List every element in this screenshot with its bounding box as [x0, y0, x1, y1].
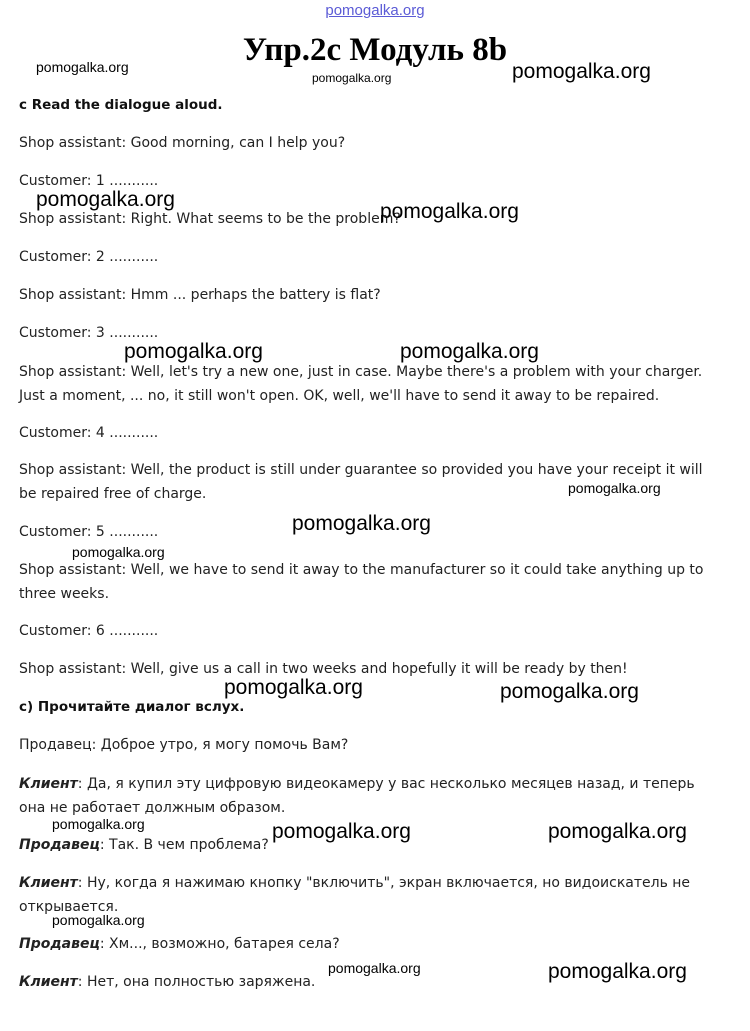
dialogue-line: Shop assistant: Well, give us a call in two weeks and hopefully it will be ready by then!	[19, 661, 628, 677]
watermark: pomogalka.org	[548, 960, 687, 983]
watermark: pomogalka.org	[272, 820, 411, 843]
watermark: pomogalka.org	[548, 820, 687, 843]
watermark: pomogalka.org	[52, 912, 145, 928]
dialogue-line: Customer: 2 ...........	[19, 249, 159, 265]
dialogue-line: Shop assistant: Well, the product is still under guarantee so provided you have your receipt it will be repaired free of charge.	[19, 462, 703, 502]
dialogue-line: Customer: 3 ...........	[19, 325, 159, 341]
watermark: pomogalka.org	[124, 340, 263, 363]
watermark: pomogalka.org	[328, 960, 421, 976]
dialogue-line: Продавец: Доброе утро, я могу помочь Вам?	[19, 737, 349, 753]
dialogue-line: Продавец: Хм..., возможно, батарея села?	[19, 936, 340, 952]
dialogue-line: Клиент: Да, я купил эту цифровую видеокамеру у вас несколько месяцев назад, и теперь она не работает должным образом.	[19, 776, 695, 816]
dialogue-line: Customer: 4 ...........	[19, 425, 159, 441]
dialogue-line: Клиент: Ну, когда я нажимаю кнопку "включить", экран включается, но видоискатель не открывается.	[19, 875, 691, 915]
dialogue-line: Customer: 5 ...........	[19, 524, 159, 540]
page-title: Упр.2с Модуль 8b	[242, 32, 508, 68]
watermark: pomogalka.org	[500, 680, 639, 703]
russian-heading: c) Прочитайте диалог вслух.	[19, 699, 245, 715]
watermark: pomogalka.org	[380, 200, 519, 223]
dialogue-line: Shop assistant: Hmm ... perhaps the battery is flat?	[19, 287, 381, 303]
dialogue-line: Shop assistant: Well, we have to send it away to the manufacturer so it could take anything up to three weeks.	[19, 562, 704, 602]
dialogue-line: Shop assistant: Good morning, can I help you?	[19, 135, 346, 151]
watermark: pomogalka.org	[400, 340, 539, 363]
dialogue-line: Клиент: Нет, она полностью заряжена.	[19, 974, 316, 990]
header-link[interactable]: pomogalka.org	[325, 2, 425, 19]
watermark: pomogalka.org	[568, 480, 661, 496]
english-heading: c Read the dialogue aloud.	[19, 97, 223, 113]
watermark: pomogalka.org	[72, 544, 165, 560]
watermark: pomogalka.org	[292, 512, 431, 535]
dialogue-line: Продавец: Так. В чем проблема?	[19, 837, 269, 853]
dialogue-line: Customer: 6 ...........	[19, 623, 159, 639]
dialogue-line: Shop assistant: Well, let's try a new one, just in case. Maybe there's a problem with your charger. Just a moment, ... no, it still won't open. OK, well, we'll have to send it away to be repaired.	[19, 364, 703, 404]
watermark: pomogalka.org	[36, 59, 129, 75]
watermark: pomogalka.org	[52, 816, 145, 832]
watermark: pomogalka.org	[224, 676, 363, 699]
dialogue-line: Shop assistant: Right. What seems to be the problem?	[19, 211, 401, 227]
watermark: pomogalka.org	[312, 71, 392, 85]
watermark: pomogalka.org	[512, 60, 651, 83]
dialogue-line: Customer: 1 ...........	[19, 173, 159, 189]
watermark: pomogalka.org	[36, 188, 175, 211]
